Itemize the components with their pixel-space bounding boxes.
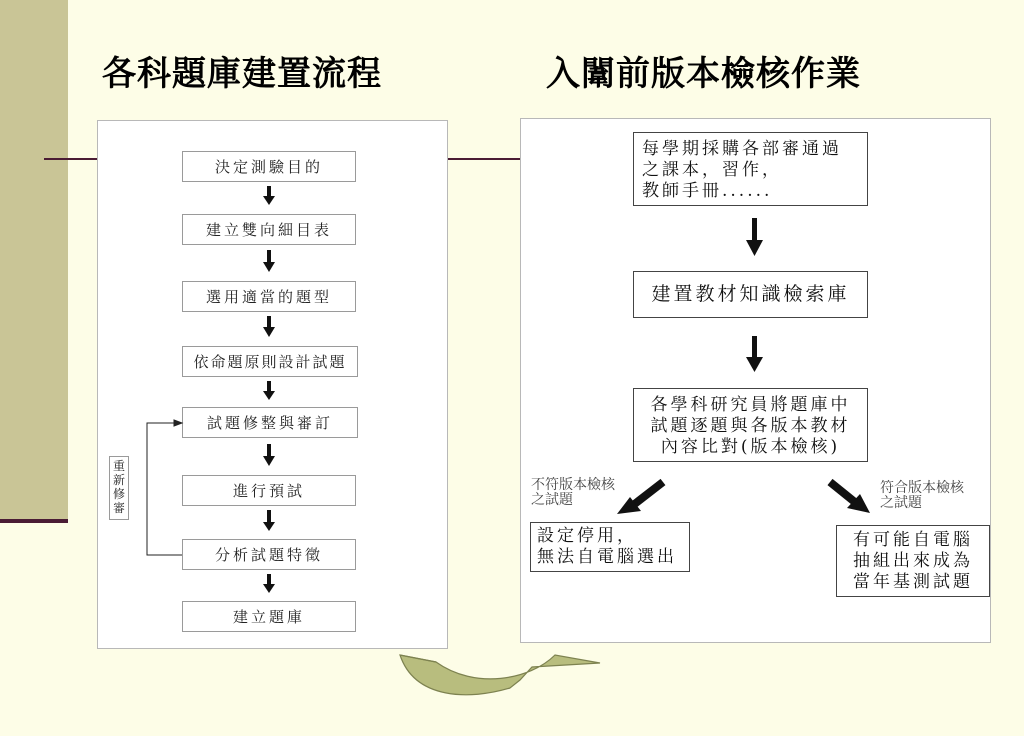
flow-arrow-4	[263, 381, 275, 400]
right-flow-arrows	[746, 218, 763, 372]
version-step-2: 建置教材知識檢索庫	[633, 271, 868, 318]
flow-step-6: 進行預試	[182, 475, 356, 506]
flow-arrow-6	[263, 510, 275, 531]
flow-arrow-3	[263, 316, 275, 337]
flow-step-3: 選用適當的題型	[182, 281, 356, 312]
result-disabled: 設定停用， 無法自電腦選出	[530, 522, 690, 572]
flow-arrow-7	[263, 574, 275, 593]
flow-arrow-5	[263, 444, 275, 466]
left-flow-arrows	[263, 186, 275, 593]
loop-back-connector	[147, 420, 182, 555]
branch-arrow-pass	[830, 482, 870, 513]
title-right: 入闈前版本檢核作業	[546, 54, 861, 94]
branch-arrow-fail	[617, 482, 663, 514]
branch-label-fail: 不符版本檢核 之試題	[531, 477, 615, 508]
version-step-3: 各學科研究員將題庫中 試題逐題與各版本教材 內容比對(版本檢核)	[633, 388, 868, 462]
version-arrow-2	[746, 336, 763, 372]
flow-step-8: 建立題庫	[182, 601, 356, 632]
flow-step-2: 建立雙向細目表	[182, 214, 356, 245]
curved-transition-arrow	[400, 655, 600, 695]
version-arrow-1	[746, 218, 763, 256]
flow-step-5: 試題修整與審訂	[182, 407, 358, 438]
flow-arrow-1	[263, 186, 275, 205]
flow-step-1: 決定測驗目的	[182, 151, 356, 182]
version-step-1: 每學期採購各部審通過 之課本，習作， 教師手冊......	[633, 132, 868, 206]
loop-label: 重 新 修 審	[109, 456, 129, 520]
flow-step-7: 分析試題特徵	[182, 539, 356, 570]
flow-arrow-2	[263, 250, 275, 272]
flow-step-4: 依命題原則設計試題	[182, 346, 358, 377]
title-left: 各科題庫建置流程	[102, 54, 382, 94]
branch-label-pass: 符合版本檢核 之試題	[880, 480, 964, 511]
result-eligible: 有可能自電腦 抽組出來成為 當年基測試題	[836, 525, 990, 597]
